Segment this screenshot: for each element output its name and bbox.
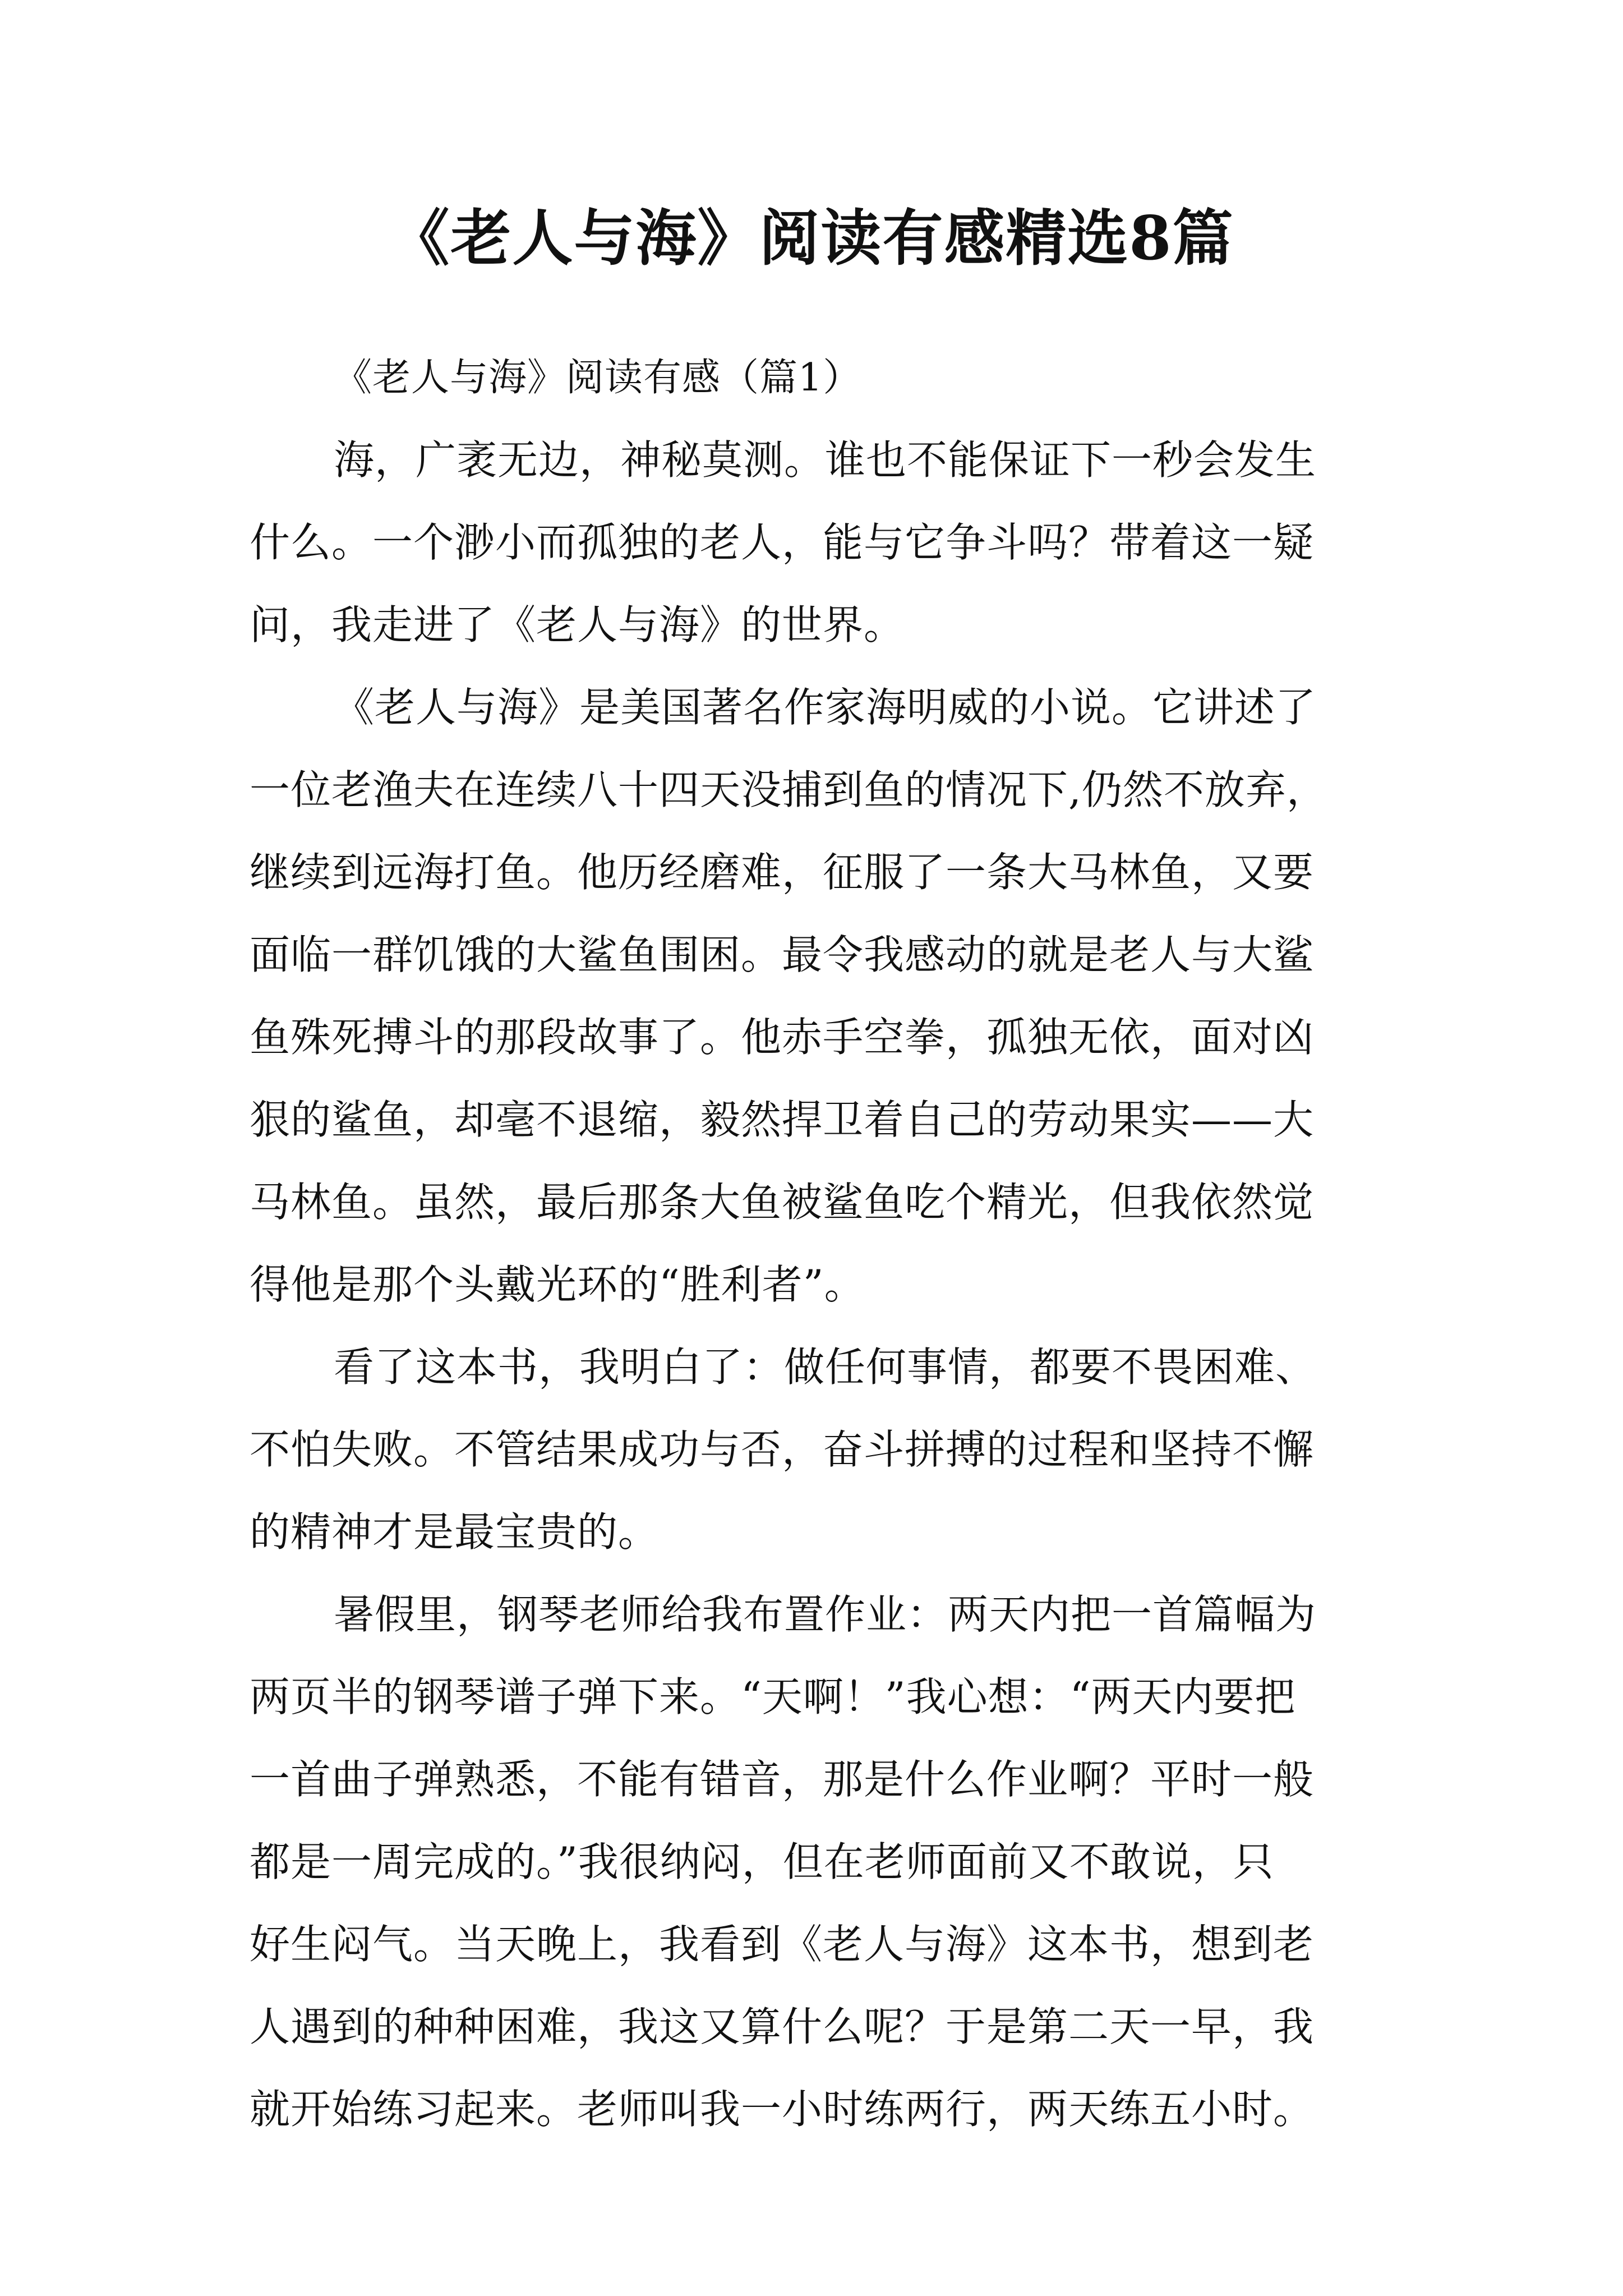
paragraph-line: 继续到远海打鱼。他历经磨难，征服了一条大马林鱼，又要 xyxy=(250,849,1315,896)
paragraph-line: 两页半的钢琴谱子弹下来。“天啊！”我心想：“两天内要把 xyxy=(250,1673,1296,1720)
paragraph-line: 看了这本书，我明白了：做任何事情，都要不畏困难、 xyxy=(334,1343,1317,1391)
document-title: 《老人与海》阅读有感精选8篇 xyxy=(389,203,1234,274)
paragraph-line: 狠的鲨鱼，却毫不退缩，毅然捍卫着自己的劳动果实——大 xyxy=(250,1096,1315,1143)
paragraph-line: 就开始练习起来。老师叫我一小时练两行，两天练五小时。 xyxy=(250,2086,1315,2133)
paragraph-line: 问，我走进了《老人与海》的世界。 xyxy=(250,601,905,648)
paragraph-line: 都是一周完成的。”我很纳闷，但在老师面前又不敢说，只 xyxy=(250,1838,1274,1885)
paragraph-line: 的精神才是最宝贵的。 xyxy=(250,1508,660,1556)
paragraph-line: 什么。一个渺小而孤独的老人，能与它争斗吗？带着这一疑 xyxy=(250,519,1315,566)
paragraph-line: 海，广袤无边，神秘莫测。谁也不能保证下一秒会发生 xyxy=(334,436,1317,484)
paragraph-line: 面临一群饥饿的大鲨鱼围困。最令我感动的就是老人与大鲨 xyxy=(250,931,1315,978)
paragraph-line: 好生闷气。当天晚上，我看到《老人与海》这本书，想到老 xyxy=(250,1921,1315,1968)
paragraph-2 xyxy=(250,666,1382,1326)
paragraph-line: 不怕失败。不管结果成功与否，奋斗拼搏的过程和坚持不懈 xyxy=(250,1426,1315,1473)
paragraph-line: 马林鱼。虽然，最后那条大鱼被鲨鱼吃个精光，但我依然觉 xyxy=(250,1179,1315,1226)
paragraph-3 xyxy=(250,1326,1382,1573)
document-body xyxy=(250,337,1382,2151)
paragraph-line: 得他是那个头戴光环的“胜利者”。 xyxy=(250,1261,865,1308)
paragraph-line: 《老人与海》是美国著名作家海明威的小说。它讲述了 xyxy=(334,684,1317,731)
paragraph-1 xyxy=(250,419,1382,666)
paragraph-line: 人遇到的种种困难，我这又算什么呢？于是第二天一早，我 xyxy=(250,2003,1315,2050)
section-heading: 《老人与海》阅读有感（篇1） xyxy=(334,356,862,400)
paragraph-line: 鱼殊死搏斗的那段故事了。他赤手空拳，孤独无依，面对凶 xyxy=(250,1014,1315,1061)
paragraph-line: 一首曲子弹熟悉，不能有错音，那是什么作业啊？平时一般 xyxy=(250,1756,1315,1803)
paragraph-4 xyxy=(250,1573,1382,2151)
paragraph-line: 暑假里，钢琴老师给我布置作业：两天内把一首篇幅为 xyxy=(334,1591,1317,1638)
paragraph-line: 一位老渔夫在连续八十四天没捕到鱼的情况下,仍然不放弃， xyxy=(250,766,1327,813)
